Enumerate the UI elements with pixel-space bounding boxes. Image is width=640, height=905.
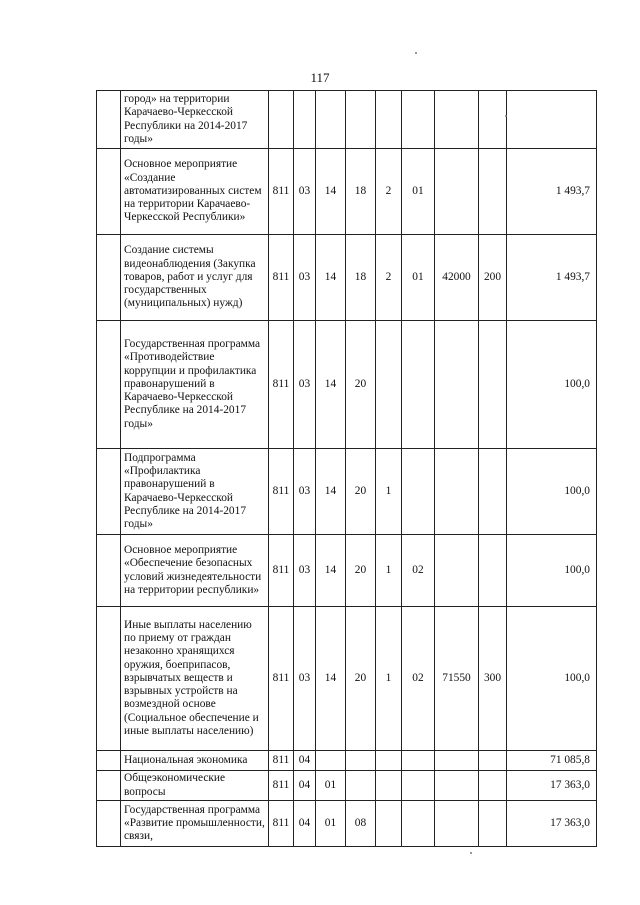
cell-subprogram: 1	[376, 535, 402, 607]
cell-program: 18	[346, 149, 376, 235]
cell-sum: 1 493,7	[507, 235, 597, 321]
blank-cell	[97, 91, 121, 149]
cell-main-event	[402, 91, 435, 149]
blank-cell	[97, 449, 121, 535]
cell-subprogram	[376, 91, 402, 149]
row-name: Создание системы видеонаблюдения (Закупка товаров, работ и услуг для государственных (муниципальных) нужд)	[121, 235, 269, 321]
cell-pr: 01	[316, 771, 346, 801]
cell-ved: 811	[269, 235, 294, 321]
table-row	[97, 235, 597, 321]
cell-subprogram	[376, 801, 402, 847]
cell-expense-type	[479, 149, 507, 235]
table-row	[97, 535, 597, 607]
cell-expense-type	[479, 321, 507, 449]
cell-direction	[435, 801, 479, 847]
blank-cell	[97, 751, 121, 771]
cell-direction	[435, 751, 479, 771]
cell-sum: 17 363,0	[507, 801, 597, 847]
cell-rz: 03	[294, 449, 316, 535]
row-name: Основное мероприятие «Обеспечение безопасных условий жизнедеятельности на территории республики»	[121, 535, 269, 607]
table-row	[97, 751, 597, 771]
table-row	[97, 607, 597, 751]
row-name: Государственная программа «Противодействие коррупции и профилактика правонарушений в Карачаево-Черкесской Республике на 2014-2017 годы»	[121, 321, 269, 449]
cell-program: 20	[346, 607, 376, 751]
cell-pr: 01	[316, 801, 346, 847]
cell-pr: 14	[316, 321, 346, 449]
cell-rz: 03	[294, 149, 316, 235]
cell-pr: 14	[316, 535, 346, 607]
row-name: Иные выплаты населению по приему от граждан незаконно хранящихся оружия, боеприпасов, взрывчатых веществ и взрывных устройств на возмездной основе (Социальное обеспечение и иные выплаты населению)	[121, 607, 269, 751]
cell-subprogram: 2	[376, 149, 402, 235]
cell-pr: 14	[316, 449, 346, 535]
cell-program	[346, 751, 376, 771]
cell-ved: 811	[269, 771, 294, 801]
cell-pr: 14	[316, 607, 346, 751]
cell-direction: 42000	[435, 235, 479, 321]
cell-sum: 100,0	[507, 607, 597, 751]
cell-direction	[435, 321, 479, 449]
table-row	[97, 771, 597, 801]
blank-cell	[97, 235, 121, 321]
cell-sum	[507, 91, 597, 149]
cell-rz	[294, 91, 316, 149]
cell-sum: 71 085,8	[507, 751, 597, 771]
cell-main-event	[402, 751, 435, 771]
cell-direction	[435, 149, 479, 235]
scan-speck	[470, 852, 472, 854]
cell-program: 20	[346, 449, 376, 535]
table-row	[97, 801, 597, 847]
cell-sum: 100,0	[507, 535, 597, 607]
cell-ved: 811	[269, 535, 294, 607]
cell-sum: 17 363,0	[507, 771, 597, 801]
row-name: Национальная экономика	[121, 751, 269, 771]
cell-program: 20	[346, 535, 376, 607]
cell-rz: 03	[294, 607, 316, 751]
cell-subprogram	[376, 771, 402, 801]
cell-rz: 04	[294, 751, 316, 771]
cell-pr	[316, 91, 346, 149]
cell-rz: 04	[294, 771, 316, 801]
cell-main-event	[402, 771, 435, 801]
cell-ved: 811	[269, 801, 294, 847]
cell-expense-type	[479, 801, 507, 847]
cell-program: 18	[346, 235, 376, 321]
scan-speck	[415, 52, 417, 54]
cell-main-event: 02	[402, 607, 435, 751]
blank-cell	[97, 771, 121, 801]
cell-main-event: 01	[402, 235, 435, 321]
cell-program	[346, 771, 376, 801]
table-row	[97, 321, 597, 449]
cell-ved: 811	[269, 607, 294, 751]
cell-sum: 100,0	[507, 449, 597, 535]
cell-pr: 14	[316, 235, 346, 321]
cell-rz: 03	[294, 321, 316, 449]
row-name: Общеэкономические вопросы	[121, 771, 269, 801]
cell-direction	[435, 449, 479, 535]
cell-rz: 04	[294, 801, 316, 847]
page-number: 117	[310, 70, 330, 85]
row-name: Основное мероприятие «Создание автоматизированных систем на территории Карачаево-Черкесской Республики»	[121, 149, 269, 235]
cell-direction	[435, 771, 479, 801]
cell-expense-type	[479, 91, 507, 149]
cell-main-event: 01	[402, 149, 435, 235]
cell-ved: 811	[269, 751, 294, 771]
cell-program	[346, 91, 376, 149]
cell-ved: 811	[269, 149, 294, 235]
cell-main-event	[402, 449, 435, 535]
cell-subprogram	[376, 751, 402, 771]
cell-rz: 03	[294, 235, 316, 321]
cell-expense-type: 200	[479, 235, 507, 321]
cell-direction	[435, 535, 479, 607]
budget-table	[96, 90, 597, 847]
cell-expense-type	[479, 535, 507, 607]
cell-sum: 1 493,7	[507, 149, 597, 235]
cell-expense-type	[479, 771, 507, 801]
cell-expense-type: 300	[479, 607, 507, 751]
row-name: Подпрограмма «Профилактика правонарушений в Карачаево-Черкесской Республике на 2014-2017 годы»	[121, 449, 269, 535]
cell-expense-type	[479, 751, 507, 771]
cell-subprogram: 2	[376, 235, 402, 321]
table-row	[97, 149, 597, 235]
blank-cell	[97, 801, 121, 847]
cell-ved: 811	[269, 321, 294, 449]
cell-direction	[435, 91, 479, 149]
table-row	[97, 91, 597, 149]
cell-ved: 811	[269, 449, 294, 535]
cell-subprogram: 1	[376, 607, 402, 751]
blank-cell	[97, 535, 121, 607]
cell-sum: 100,0	[507, 321, 597, 449]
cell-expense-type	[479, 449, 507, 535]
blank-cell	[97, 149, 121, 235]
blank-cell	[97, 607, 121, 751]
cell-program: 08	[346, 801, 376, 847]
row-name: Государственная программа «Развитие промышленности, связи,	[121, 801, 269, 847]
cell-pr	[316, 751, 346, 771]
scan-speck	[505, 115, 507, 117]
blank-cell	[97, 321, 121, 449]
cell-main-event	[402, 321, 435, 449]
cell-program: 20	[346, 321, 376, 449]
row-name: город» на территории Карачаево-Черкесской Республики на 2014-2017 годы»	[121, 91, 269, 149]
cell-subprogram: 1	[376, 449, 402, 535]
cell-rz: 03	[294, 535, 316, 607]
table-row	[97, 449, 597, 535]
cell-main-event	[402, 801, 435, 847]
cell-direction: 71550	[435, 607, 479, 751]
cell-main-event: 02	[402, 535, 435, 607]
cell-subprogram	[376, 321, 402, 449]
cell-ved	[269, 91, 294, 149]
cell-pr: 14	[316, 149, 346, 235]
